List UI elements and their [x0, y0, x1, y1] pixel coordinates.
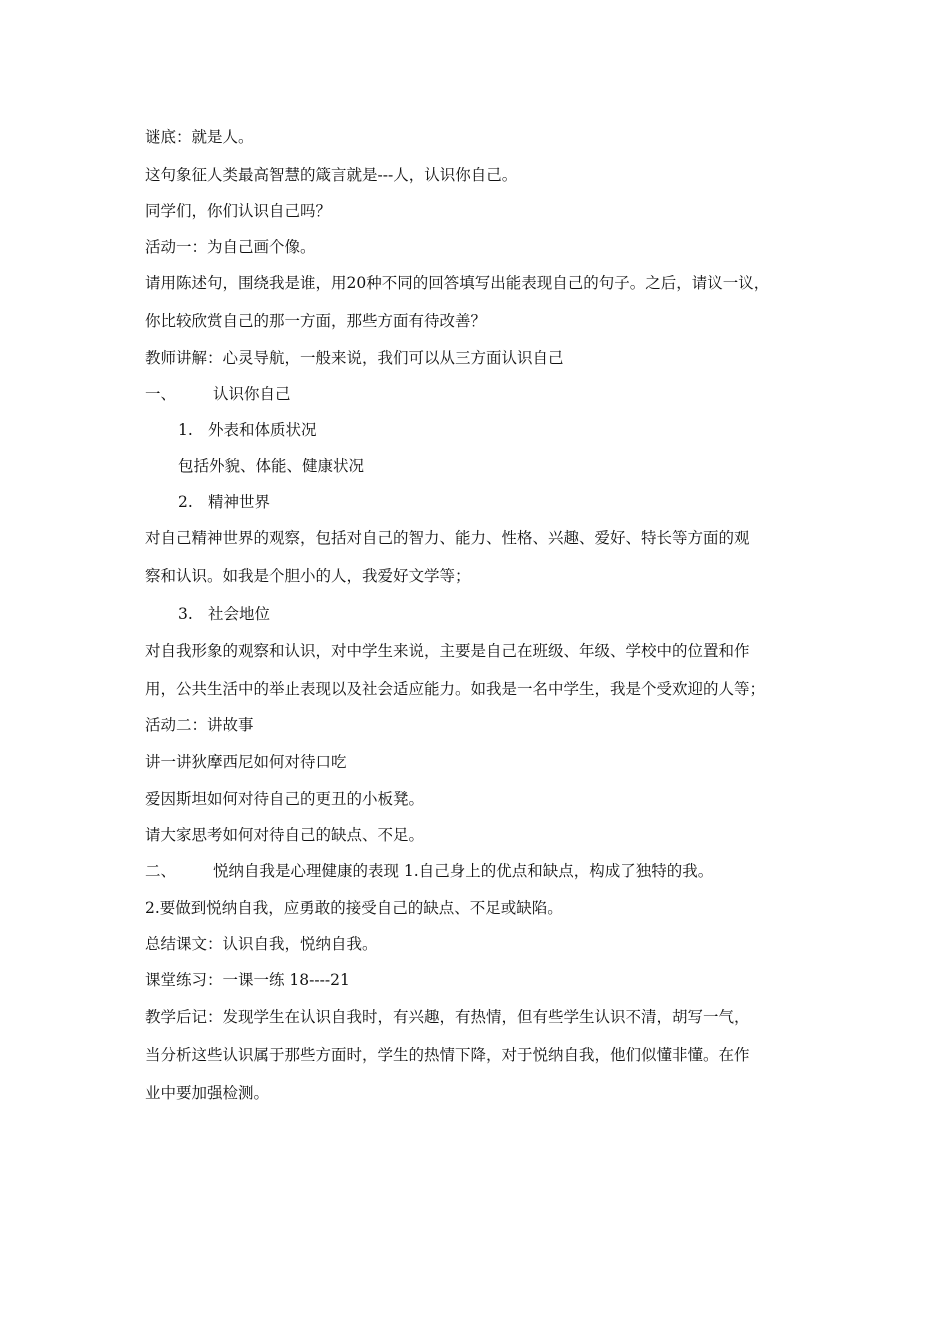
activity2-line3: 请大家思考如何对待自己的缺点、不足。	[145, 826, 425, 844]
item3-heading	[178, 604, 270, 624]
activity2-line2: 爱因斯坦如何对待自己的更丑的小板凳。	[145, 790, 425, 808]
activity1-instruction: 请用陈述句，围绕我是谁，用20种不同的回答填写出能表现自己的句子。之后，请议一议，	[145, 274, 770, 292]
item3-title: 社会地位	[208, 605, 271, 623]
practice-line: 课堂练习：一课一练 18----21	[145, 971, 350, 989]
item3-description-cont: 用，公共生活中的举止表现以及社会适应能力。如我是一名中学生，我是个受欢迎的人等；	[145, 680, 766, 698]
section2-title: 悦纳自我是心理健康的表现 1.自己身上的优点和缺点，构成了独特的我。	[213, 862, 714, 880]
motto-line: 这句象征人类最高智慧的箴言就是---人，认识你自己。	[145, 166, 518, 184]
item2-heading	[178, 492, 270, 512]
question-line: 同学们，你们认识自己吗？	[145, 202, 332, 220]
item2-number: 2.	[178, 493, 193, 511]
postscript-line3: 业中要加强检测。	[145, 1084, 270, 1102]
item1-number: 1.	[178, 421, 193, 439]
section1-title: 认识你自己	[213, 385, 291, 403]
activity2-line1: 讲一讲狄摩西尼如何对待口吃	[145, 753, 347, 771]
section1-heading	[145, 384, 291, 404]
postscript-line2: 当分析这些认识属于那些方面时，学生的热情下降，对于悦纳自我，他们似懂非懂。在作	[145, 1046, 750, 1064]
item1-heading	[178, 420, 317, 440]
summary-line: 总结课文：认识自我，悦纳自我。	[145, 935, 378, 953]
item2-description-cont: 察和认识。如我是个胆小的人，我爱好文学等；	[145, 567, 471, 585]
teacher-explanation: 教师讲解：心灵导航，一般来说，我们可以从三方面认识自己	[145, 349, 564, 367]
section2-heading	[145, 861, 713, 881]
section2-line2: 2.要做到悦纳自我，应勇敢的接受自己的缺点、不足或缺陷。	[145, 899, 563, 917]
section2-number: 二、	[145, 862, 177, 880]
item3-description: 对自我形象的观察和认识，对中学生来说，主要是自己在班级、年级、学校中的位置和作	[145, 642, 750, 660]
activity2-title: 活动二：讲故事	[145, 716, 254, 734]
item2-title: 精神世界	[208, 493, 271, 511]
item2-description: 对自己精神世界的观察，包括对自己的智力、能力、性格、兴趣、爱好、特长等方面的观	[145, 529, 750, 547]
postscript-line1: 教学后记：发现学生在认识自我时，有兴趣，有热情，但有些学生认识不清，胡写一气，	[145, 1008, 750, 1026]
riddle-answer: 谜底：就是人。	[145, 128, 254, 146]
item1-description: 包括外貌、体能、健康状况	[178, 457, 365, 475]
activity1-title: 活动一：为自己画个像。	[145, 238, 316, 256]
item1-title: 外表和体质状况	[208, 421, 317, 439]
section1-number: 一、	[145, 385, 177, 403]
activity1-instruction-cont: 你比较欣赏自己的那一方面，那些方面有待改善？	[145, 312, 487, 330]
item3-number: 3.	[178, 605, 193, 623]
